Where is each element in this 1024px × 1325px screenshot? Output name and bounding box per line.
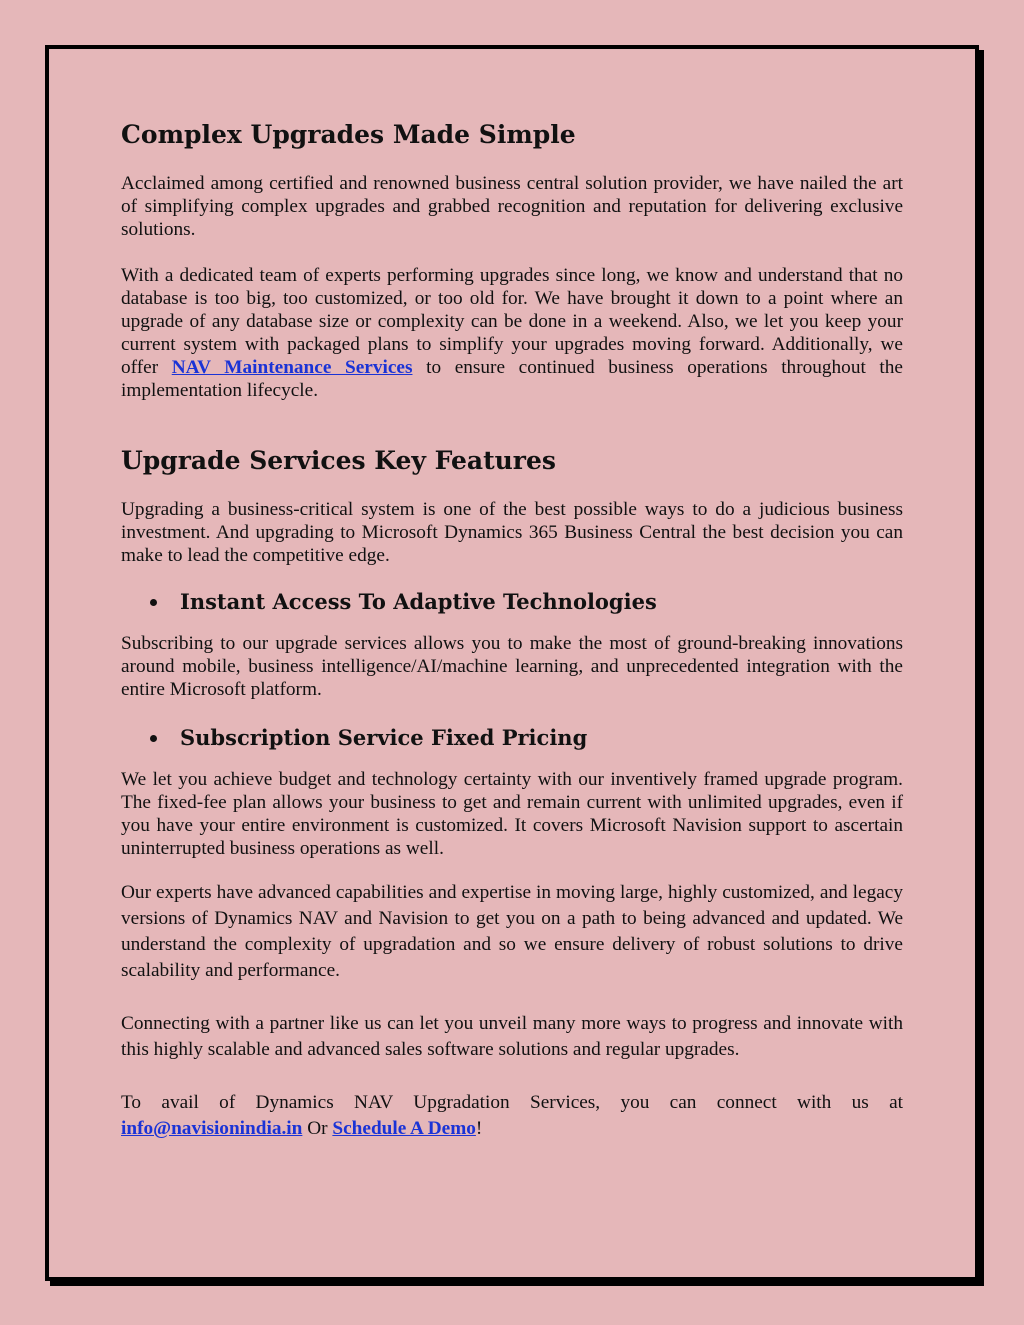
- paragraph-team-text: With a dedicated team of experts performing upgrades since long, we know and understand that no database is too big, too customized, or too old for. We have brought it down to a point where an upgrade of any database size or complexity can be done in a weekend. Also, we let you keep your current system with packaged plans to simplify your upgrades moving forward. Additionally, we offer: [121, 265, 903, 378]
- email-link[interactable]: info@navisionindia.in: [121, 1118, 303, 1139]
- document-content: [121, 118, 903, 1142]
- paragraph-contact: [121, 1090, 903, 1142]
- bullet-fixed-pricing-label: Subscription Service Fixed Pricing: [180, 725, 588, 750]
- heading-complex-upgrades: Complex Upgrades Made Simple: [121, 120, 576, 149]
- paragraph-subscribing: Subscribing to our upgrade services allows you to make the most of ground-breaking innovations around mobile, business intelligence/AI/machine learning, and unprecedented integration with the entire Microsoft platform.: [121, 633, 903, 700]
- or-text: Or: [302, 1118, 333, 1139]
- nav-maintenance-link[interactable]: NAV Maintenance Services: [171, 357, 413, 378]
- paragraph-team: [121, 264, 903, 402]
- schedule-demo-link[interactable]: Schedule A Demo: [332, 1118, 476, 1139]
- exclamation-text: !: [475, 1118, 483, 1139]
- bullet-instant-access-label: Instant Access To Adaptive Technologies: [180, 589, 657, 614]
- bullet-instant-access: [150, 587, 903, 617]
- paragraph-budget: We let you achieve budget and technology certainty with our inventively framed upgrade program. The fixed-fee plan allows your business to get and remain current with unlimited upgrades, even if you have your entire environment is customized. It covers Microsoft Navision support to ascertain uninterrupted business operations as well.: [121, 769, 903, 859]
- bullet-fixed-pricing: [150, 723, 903, 753]
- paragraph-intro: Acclaimed among certified and renowned business central solution provider, we have nailed the art of simplifying complex upgrades and grabbed recognition and reputation for delivering exclusive solutions.: [121, 173, 903, 240]
- heading-key-features: Upgrade Services Key Features: [121, 446, 556, 475]
- paragraph-partner: Connecting with a partner like us can let you unveil many more ways to progress and innovate with this highly scalable and advanced sales software solutions and regular upgrades.: [121, 1013, 903, 1060]
- bullet-dot-icon: [150, 735, 157, 742]
- paragraph-experts: Our experts have advanced capabilities and expertise in moving large, highly customized, and legacy versions of Dynamics NAV and Navision to get you on a path to being advanced and updated. We understand the complexity of upgradation and so we ensure delivery of robust solutions to drive scalability and performance.: [121, 882, 903, 981]
- paragraph-upgrading: Upgrading a business-critical system is one of the best possible ways to do a judicious business investment. And upgrading to Microsoft Dynamics 365 Business Central the best decision you can make to lead the competitive edge.: [121, 499, 903, 566]
- paragraph-team-text-end: to ensure continued business operations throughout the implementation lifecycle.: [121, 357, 903, 401]
- bullet-dot-icon: [150, 599, 157, 606]
- paragraph-contact-text: To avail of Dynamics NAV Upgradation Services, you can connect with us at: [121, 1092, 903, 1113]
